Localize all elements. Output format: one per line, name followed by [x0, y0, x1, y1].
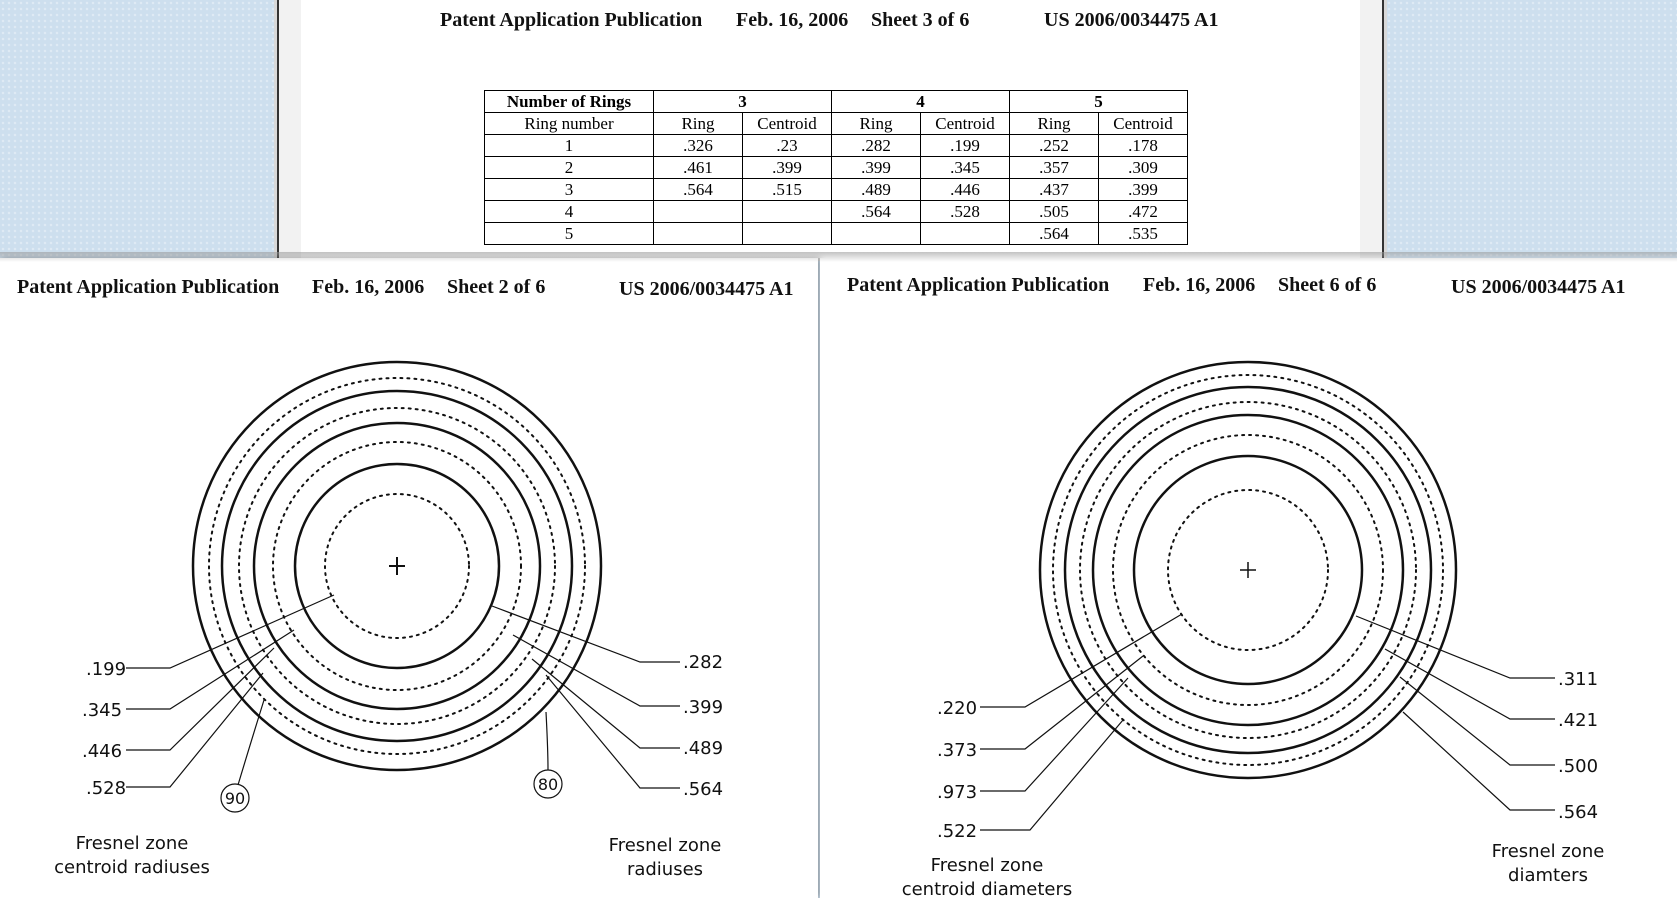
ring-number-label: Ring number	[485, 113, 654, 135]
table-cell	[832, 223, 921, 245]
table-cell: .345	[921, 157, 1010, 179]
ring-label: .311	[1558, 669, 1599, 690]
table-cell: .437	[1010, 179, 1099, 201]
ring-count-4: 4	[832, 91, 1010, 113]
table-cell: .399	[832, 157, 921, 179]
table-cell: .282	[832, 135, 921, 157]
table-cell: .252	[1010, 135, 1099, 157]
table-cell: 5	[485, 223, 654, 245]
ring-label: .399	[683, 697, 724, 718]
table-cell: .528	[921, 201, 1010, 223]
table-cell: .535	[1099, 223, 1188, 245]
leader-lines	[980, 614, 1555, 830]
caption-ring-line-2: diamters	[1508, 865, 1588, 886]
rings-table	[484, 90, 1188, 245]
header-publication: Patent Application Publication	[440, 9, 703, 31]
table-cell: 4	[485, 201, 654, 223]
table-cell	[743, 223, 832, 245]
table-cell	[654, 223, 743, 245]
viewer-background-right	[1380, 0, 1677, 260]
leader-lines	[126, 595, 680, 788]
table-cell: .309	[1099, 157, 1188, 179]
table-cell: .564	[1010, 223, 1099, 245]
centroid-label: .528	[86, 778, 127, 799]
page-edge-right	[1360, 0, 1382, 258]
ring-label: .282	[683, 652, 724, 673]
table-row	[485, 157, 1188, 179]
centroid-label: .446	[82, 741, 123, 762]
ring-count-5: 5	[1010, 91, 1188, 113]
header-date: Feb. 16, 2006	[1143, 274, 1256, 296]
ref-numeral-circles	[221, 770, 562, 812]
viewer-background-left	[0, 0, 277, 260]
col-ring: Ring	[1010, 113, 1099, 135]
table-cell	[743, 201, 832, 223]
header-number: US 2006/0034475 A1	[1451, 276, 1626, 298]
center-cross	[389, 557, 405, 575]
table-cell: .564	[654, 179, 743, 201]
table-header-row	[485, 91, 1188, 113]
header-publication: Patent Application Publication	[847, 274, 1110, 296]
table-cell: .399	[743, 157, 832, 179]
table-row	[485, 179, 1188, 201]
ring-label: .564	[683, 779, 724, 800]
table-cell: 3	[485, 179, 654, 201]
header-sheet: Sheet 2 of 6	[447, 276, 546, 298]
ring-label: .500	[1558, 756, 1599, 777]
caption-centroid-line-2: centroid diameters	[901, 879, 1073, 898]
centroid-label: .522	[937, 821, 978, 842]
table-cell: 2	[485, 157, 654, 179]
table-cell: .357	[1010, 157, 1099, 179]
caption-ring-line-1: Fresnel zone	[1491, 841, 1605, 862]
ring-label: .489	[683, 738, 724, 759]
table-row	[485, 135, 1188, 157]
table-cell: .564	[832, 201, 921, 223]
table-cell: .461	[654, 157, 743, 179]
table-cell: .489	[832, 179, 921, 201]
header-sheet: Sheet 6 of 6	[1278, 274, 1377, 296]
ring-count-3: 3	[654, 91, 832, 113]
header-number: US 2006/0034475 A1	[1044, 9, 1219, 31]
ring-label: .564	[1558, 802, 1599, 823]
header-date: Feb. 16, 2006	[736, 9, 849, 31]
table-cell: .515	[743, 179, 832, 201]
centroid-label: .973	[937, 782, 978, 803]
fresnel-radius-diagram	[0, 258, 818, 898]
page-edge-left	[279, 0, 301, 258]
ref-numeral-80: 80	[537, 775, 559, 794]
col-centroid: Centroid	[743, 113, 832, 135]
caption-ring-line-1: Fresnel zone	[608, 835, 722, 856]
caption-centroid-line-2: centroid radiuses	[54, 857, 210, 878]
centroid-label: .220	[937, 698, 978, 719]
col-centroid: Centroid	[1099, 113, 1188, 135]
centroid-label: .199	[86, 659, 127, 680]
table-title-cell: Number of Rings	[485, 91, 654, 113]
centroid-label: .345	[82, 700, 123, 721]
header-date: Feb. 16, 2006	[312, 276, 425, 298]
table-cell: .326	[654, 135, 743, 157]
table-row	[485, 201, 1188, 223]
table-cell: .199	[921, 135, 1010, 157]
centroid-label: .373	[937, 740, 978, 761]
col-ring: Ring	[832, 113, 921, 135]
ring-label: .421	[1558, 710, 1599, 731]
caption-centroid-line-1: Fresnel zone	[930, 855, 1044, 876]
table-cell: .505	[1010, 201, 1099, 223]
table-cell: .472	[1099, 201, 1188, 223]
col-ring: Ring	[654, 113, 743, 135]
table-cell: 1	[485, 135, 654, 157]
table-row	[485, 223, 1188, 245]
table-cell: .178	[1099, 135, 1188, 157]
table-cell: .399	[1099, 179, 1188, 201]
table-cell: .446	[921, 179, 1010, 201]
table-cell: .23	[743, 135, 832, 157]
center-cross	[1240, 562, 1256, 578]
col-centroid: Centroid	[921, 113, 1010, 135]
ref-numeral-90: 90	[224, 789, 246, 808]
header-number: US 2006/0034475 A1	[619, 278, 794, 300]
table-cell	[654, 201, 743, 223]
header-sheet: Sheet 3 of 6	[871, 9, 970, 31]
caption-centroid-line-1: Fresnel zone	[75, 833, 189, 854]
table-cell	[921, 223, 1010, 245]
header-publication: Patent Application Publication	[17, 276, 280, 298]
fresnel-diameter-diagram	[820, 258, 1677, 898]
caption-ring-line-2: radiuses	[626, 859, 704, 880]
table-subheader-row	[485, 113, 1188, 135]
